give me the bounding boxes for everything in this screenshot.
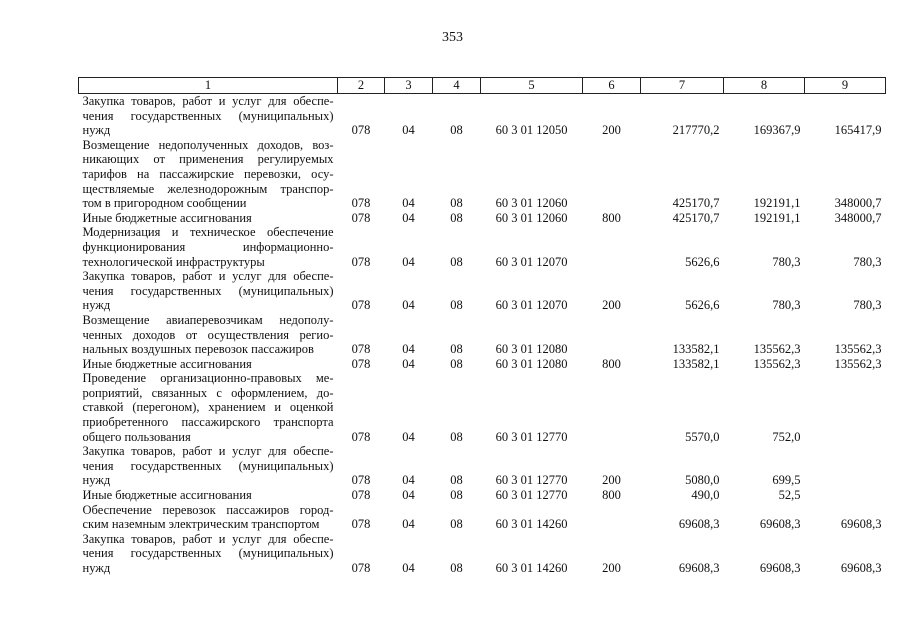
table-row: [79, 503, 886, 532]
cell-amount-year-3: 348000,7: [834, 210, 882, 225]
row-description: [79, 444, 338, 488]
description-line: приобретенного пассажирского транспорта: [82, 415, 334, 430]
cell-amount-year-2: 752,0: [772, 429, 801, 444]
header-cell-1: 1: [79, 78, 338, 94]
header-cell-5: 5: [481, 78, 583, 94]
cell-amount-year-3: 69608,3: [840, 517, 882, 532]
header-cell-7: 7: [641, 78, 724, 94]
row-description: [79, 313, 338, 357]
table-row: [79, 357, 886, 372]
description-line: Проведение организационно-правовых ме-: [82, 371, 334, 386]
cell-target-article: 60 3 01 12060: [495, 196, 568, 211]
cell-ministry: 078: [351, 254, 371, 269]
table-row: [79, 225, 886, 269]
cell-target-article: 60 3 01 12060: [495, 210, 568, 225]
row-description: [79, 371, 338, 444]
header-cell-8: 8: [724, 78, 805, 94]
cell-amount-year-3: [805, 371, 886, 444]
cell-expense-type: [583, 503, 641, 532]
cell-amount-year-1: 425170,7: [672, 196, 720, 211]
cell-subsection: 08: [450, 429, 463, 444]
cell-amount-year-2: 69608,3: [759, 517, 801, 532]
cell-expense-type: [583, 313, 641, 357]
cell-section: 04: [402, 561, 415, 575]
cell-subsection: 08: [450, 473, 463, 488]
table-row: [79, 138, 886, 211]
cell-target-article: 60 3 01 12070: [495, 254, 568, 269]
cell-subsection: 08: [450, 254, 463, 269]
description-line: роприятий, связанных с оформлением, до-: [82, 385, 334, 400]
cell-target-article: 60 3 01 14260: [495, 517, 568, 532]
cell-target-article: 60 3 01 12770: [495, 488, 568, 503]
description-line: технологической инфраструктуры: [82, 254, 265, 269]
cell-amount-year-2: 135562,3: [753, 342, 801, 357]
cell-amount-year-2: 52,5: [778, 488, 801, 503]
cell-ministry: 078: [351, 517, 371, 532]
cell-ministry: 078: [351, 196, 371, 211]
row-description: [79, 488, 338, 503]
description-line: ским наземным электрическим транспортом: [82, 517, 320, 532]
cell-section: 04: [402, 517, 415, 532]
table-row: [79, 313, 886, 357]
cell-expense-type: 800: [602, 488, 621, 503]
description-line: чения государственных (муниципальных): [82, 108, 334, 123]
description-line: Иные бюджетные ассигнования: [82, 488, 252, 503]
cell-section: 04: [402, 254, 415, 269]
description-line: Обеспечение перевозок пассажиров город-: [82, 502, 334, 517]
table-row: [79, 371, 886, 444]
cell-target-article: 60 3 01 12070: [495, 298, 568, 313]
row-description: [79, 94, 338, 138]
cell-ministry: 078: [351, 488, 371, 503]
cell-section: 04: [402, 123, 415, 138]
cell-section: 04: [402, 298, 415, 313]
description-line: Иные бюджетные ассигнования: [82, 210, 252, 225]
row-description: [79, 225, 338, 269]
row-description: [79, 503, 338, 532]
description-line: нужд: [82, 561, 111, 575]
header-cell-3: 3: [385, 78, 433, 94]
cell-subsection: 08: [450, 561, 463, 575]
description-line: тарифов на пассажирские перевозки, осу-: [82, 166, 334, 181]
cell-subsection: 08: [450, 210, 463, 225]
description-line: общего пользования: [82, 429, 191, 444]
cell-subsection: 08: [450, 123, 463, 138]
cell-target-article: 60 3 01 12080: [495, 342, 568, 357]
cell-expense-type: 800: [602, 356, 621, 371]
cell-subsection: 08: [450, 517, 463, 532]
header-cell-4: 4: [433, 78, 481, 94]
cell-amount-year-3: 780,3: [853, 298, 882, 313]
cell-amount-year-2: 69608,3: [759, 561, 801, 575]
header-row: [79, 78, 886, 94]
cell-target-article: 60 3 01 12770: [495, 473, 568, 488]
row-description: [79, 138, 338, 211]
description-line: Закупка товаров, работ и услуг для обеспе-: [82, 94, 334, 108]
cell-ministry: 078: [351, 298, 371, 313]
cell-expense-type: 200: [602, 123, 621, 138]
cell-amount-year-3: 135562,3: [834, 356, 882, 371]
cell-amount-year-1: 69608,3: [678, 561, 720, 575]
cell-expense-type: [583, 138, 641, 211]
description-line: Возмещение недополученных доходов, воз-: [82, 137, 334, 152]
table-row: [79, 444, 886, 488]
cell-expense-type: [583, 371, 641, 444]
cell-section: 04: [402, 210, 415, 225]
description-line: том в пригородном сообщении: [82, 196, 247, 211]
page-number: 353: [442, 30, 463, 45]
cell-ministry: 078: [351, 429, 371, 444]
cell-expense-type: 800: [602, 210, 621, 225]
description-line: чения государственных (муниципальных): [82, 458, 334, 473]
description-line: ставкой (перегоном), хранением и оценкой: [82, 400, 334, 415]
description-line: чения государственных (муниципальных): [82, 283, 334, 298]
cell-target-article: 60 3 01 12080: [495, 356, 568, 371]
cell-ministry: 078: [351, 342, 371, 357]
header-cell-9: 9: [805, 78, 886, 94]
cell-expense-type: 200: [602, 561, 621, 575]
table-row: [79, 488, 886, 503]
cell-amount-year-1: 490,0: [691, 488, 720, 503]
description-line: нужд: [82, 123, 111, 138]
description-line: ществляемые железнодорожным транспор-: [82, 181, 334, 196]
cell-amount-year-2: 192191,1: [753, 210, 801, 225]
row-description: [79, 357, 338, 372]
description-line: Закупка товаров, работ и услуг для обеспе-: [82, 531, 334, 546]
cell-section: 04: [402, 488, 415, 503]
description-line: Иные бюджетные ассигнования: [82, 356, 252, 371]
cell-amount-year-1: 69608,3: [678, 517, 720, 532]
budget-table: [78, 77, 886, 576]
cell-amount-year-2: 192191,1: [753, 196, 801, 211]
cell-amount-year-2: 780,3: [772, 254, 801, 269]
cell-ministry: 078: [351, 123, 371, 138]
description-line: нужд: [82, 473, 111, 488]
cell-section: 04: [402, 196, 415, 211]
table-row: [79, 94, 886, 138]
cell-section: 04: [402, 429, 415, 444]
cell-section: 04: [402, 473, 415, 488]
cell-section: 04: [402, 356, 415, 371]
cell-amount-year-3: 780,3: [853, 254, 882, 269]
cell-subsection: 08: [450, 298, 463, 313]
description-line: ченных доходов от осуществления регио-: [82, 327, 334, 342]
table-row: [79, 532, 886, 576]
cell-amount-year-3: [805, 488, 886, 503]
cell-amount-year-3: 69608,3: [840, 561, 882, 575]
header-cell-6: 6: [583, 78, 641, 94]
cell-expense-type: 200: [602, 473, 621, 488]
cell-amount-year-1: 5626,6: [685, 254, 720, 269]
cell-subsection: 08: [450, 488, 463, 503]
cell-amount-year-1: 5570,0: [685, 429, 720, 444]
description-line: Возмещение авиаперевозчикам недополу-: [82, 312, 334, 327]
cell-target-article: 60 3 01 12770: [495, 429, 568, 444]
table-row: [79, 269, 886, 313]
cell-amount-year-3: 135562,3: [834, 342, 882, 357]
description-line: нальных воздушных перевозок пассажиров: [82, 342, 314, 357]
cell-amount-year-1: 217770,2: [672, 123, 720, 138]
description-line: Закупка товаров, работ и услуг для обеспе-: [82, 269, 334, 284]
description-line: нужд: [82, 298, 111, 313]
row-description: [79, 211, 338, 226]
description-line: Модернизация и техническое обеспечение: [82, 225, 334, 240]
cell-subsection: 08: [450, 342, 463, 357]
description-line: никающих от применения регулируемых: [82, 152, 334, 167]
cell-subsection: 08: [450, 196, 463, 211]
cell-amount-year-1: 133582,1: [672, 342, 720, 357]
cell-section: 04: [402, 342, 415, 357]
cell-amount-year-2: 699,5: [772, 473, 801, 488]
row-description: [79, 532, 338, 576]
cell-subsection: 08: [450, 356, 463, 371]
cell-amount-year-1: 5080,0: [685, 473, 720, 488]
cell-expense-type: [583, 225, 641, 269]
table-body: [79, 94, 886, 576]
cell-ministry: 078: [351, 561, 371, 575]
cell-amount-year-1: 133582,1: [672, 356, 720, 371]
cell-ministry: 078: [351, 210, 371, 225]
cell-amount-year-3: 165417,9: [834, 123, 882, 138]
cell-amount-year-2: 169367,9: [753, 123, 801, 138]
table-row: [79, 211, 886, 226]
cell-ministry: 078: [351, 356, 371, 371]
cell-amount-year-2: 780,3: [772, 298, 801, 313]
cell-amount-year-2: 135562,3: [753, 356, 801, 371]
description-line: функционирования информационно-: [82, 239, 334, 254]
header-cell-2: 2: [338, 78, 385, 94]
cell-amount-year-1: 425170,7: [672, 210, 720, 225]
cell-amount-year-3: [805, 444, 886, 488]
cell-amount-year-3: 348000,7: [834, 196, 882, 211]
description-line: Закупка товаров, работ и услуг для обеспе-: [82, 444, 334, 459]
cell-amount-year-1: 5626,6: [685, 298, 720, 313]
cell-expense-type: 200: [602, 298, 621, 313]
row-description: [79, 269, 338, 313]
cell-target-article: 60 3 01 14260: [495, 561, 568, 575]
description-line: чения государственных (муниципальных): [82, 546, 334, 561]
cell-target-article: 60 3 01 12050: [495, 123, 568, 138]
cell-ministry: 078: [351, 473, 371, 488]
